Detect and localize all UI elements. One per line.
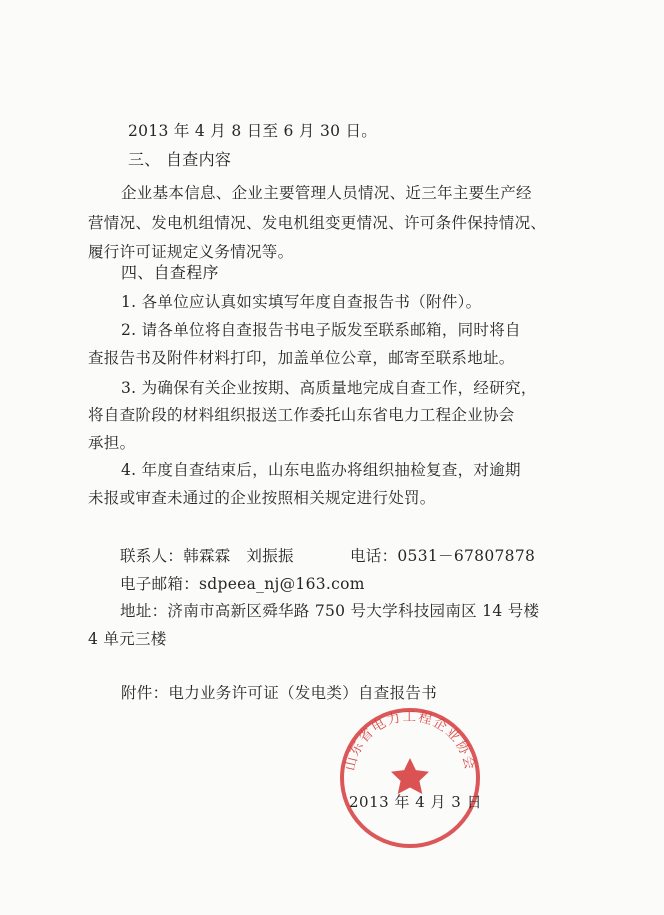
section-3-line-2: 营情况、发电机组情况、发电机组变更情况、许可条件保持情况、 — [88, 214, 547, 232]
contact-address-line-2: 4 单元三楼 — [88, 630, 167, 648]
item-2-line-2: 查报告书及附件材料打印，加盖单位公章，邮寄至联系地址。 — [88, 349, 515, 367]
attachment-line: 附件：电力业务许可证（发电类）自查报告书 — [121, 684, 438, 702]
svg-text:山东省电力工程企业协会: 山东省电力工程企业协会 — [342, 708, 478, 773]
item-1-line-1: 1. 各单位应认真如实填写年度自查报告书（附件）。 — [121, 293, 482, 311]
period-line: 2013 年 4 月 8 日至 6 月 30 日。 — [128, 122, 378, 140]
item-4-line-1: 4. 年度自查结束后，山东电监办将组织抽检复查，对逾期 — [121, 461, 521, 479]
item-3-line-3: 承担。 — [88, 434, 136, 452]
item-3-line-2: 将自查阶段的材料组织报送工作委托山东省电力工程企业协会 — [88, 406, 515, 424]
section-4-title: 四、自查程序 — [121, 263, 219, 282]
contact-phone: 电话：0531－67807878 — [350, 547, 536, 565]
contact-people: 联系人：韩霖霖 刘振振 — [120, 547, 294, 565]
item-4-line-2: 未报或审查未通过的企业按照相关规定进行处罚。 — [88, 489, 436, 507]
contact-email: 电子邮箱：sdpeea_nj@163.com — [120, 575, 365, 593]
section-3-line-1: 企业基本信息、企业主要管理人员情况、近三年主要生产经 — [121, 184, 532, 202]
item-3-line-1: 3. 为确保有关企业按期、高质量地完成自查工作，经研究， — [121, 379, 537, 397]
document-date: 2013 年 4 月 3 日 — [349, 793, 483, 811]
official-seal-stamp — [336, 704, 484, 852]
contact-address-line-1: 地址：济南市高新区舜华路 750 号大学科技园南区 14 号楼 — [120, 602, 540, 620]
item-2-line-1: 2. 请各单位将自查报告书电子版发至联系邮箱，同时将自 — [121, 321, 521, 339]
section-3-title: 三、 自查内容 — [128, 150, 232, 169]
section-3-line-3: 履行许可证规定义务情况等。 — [88, 243, 294, 261]
